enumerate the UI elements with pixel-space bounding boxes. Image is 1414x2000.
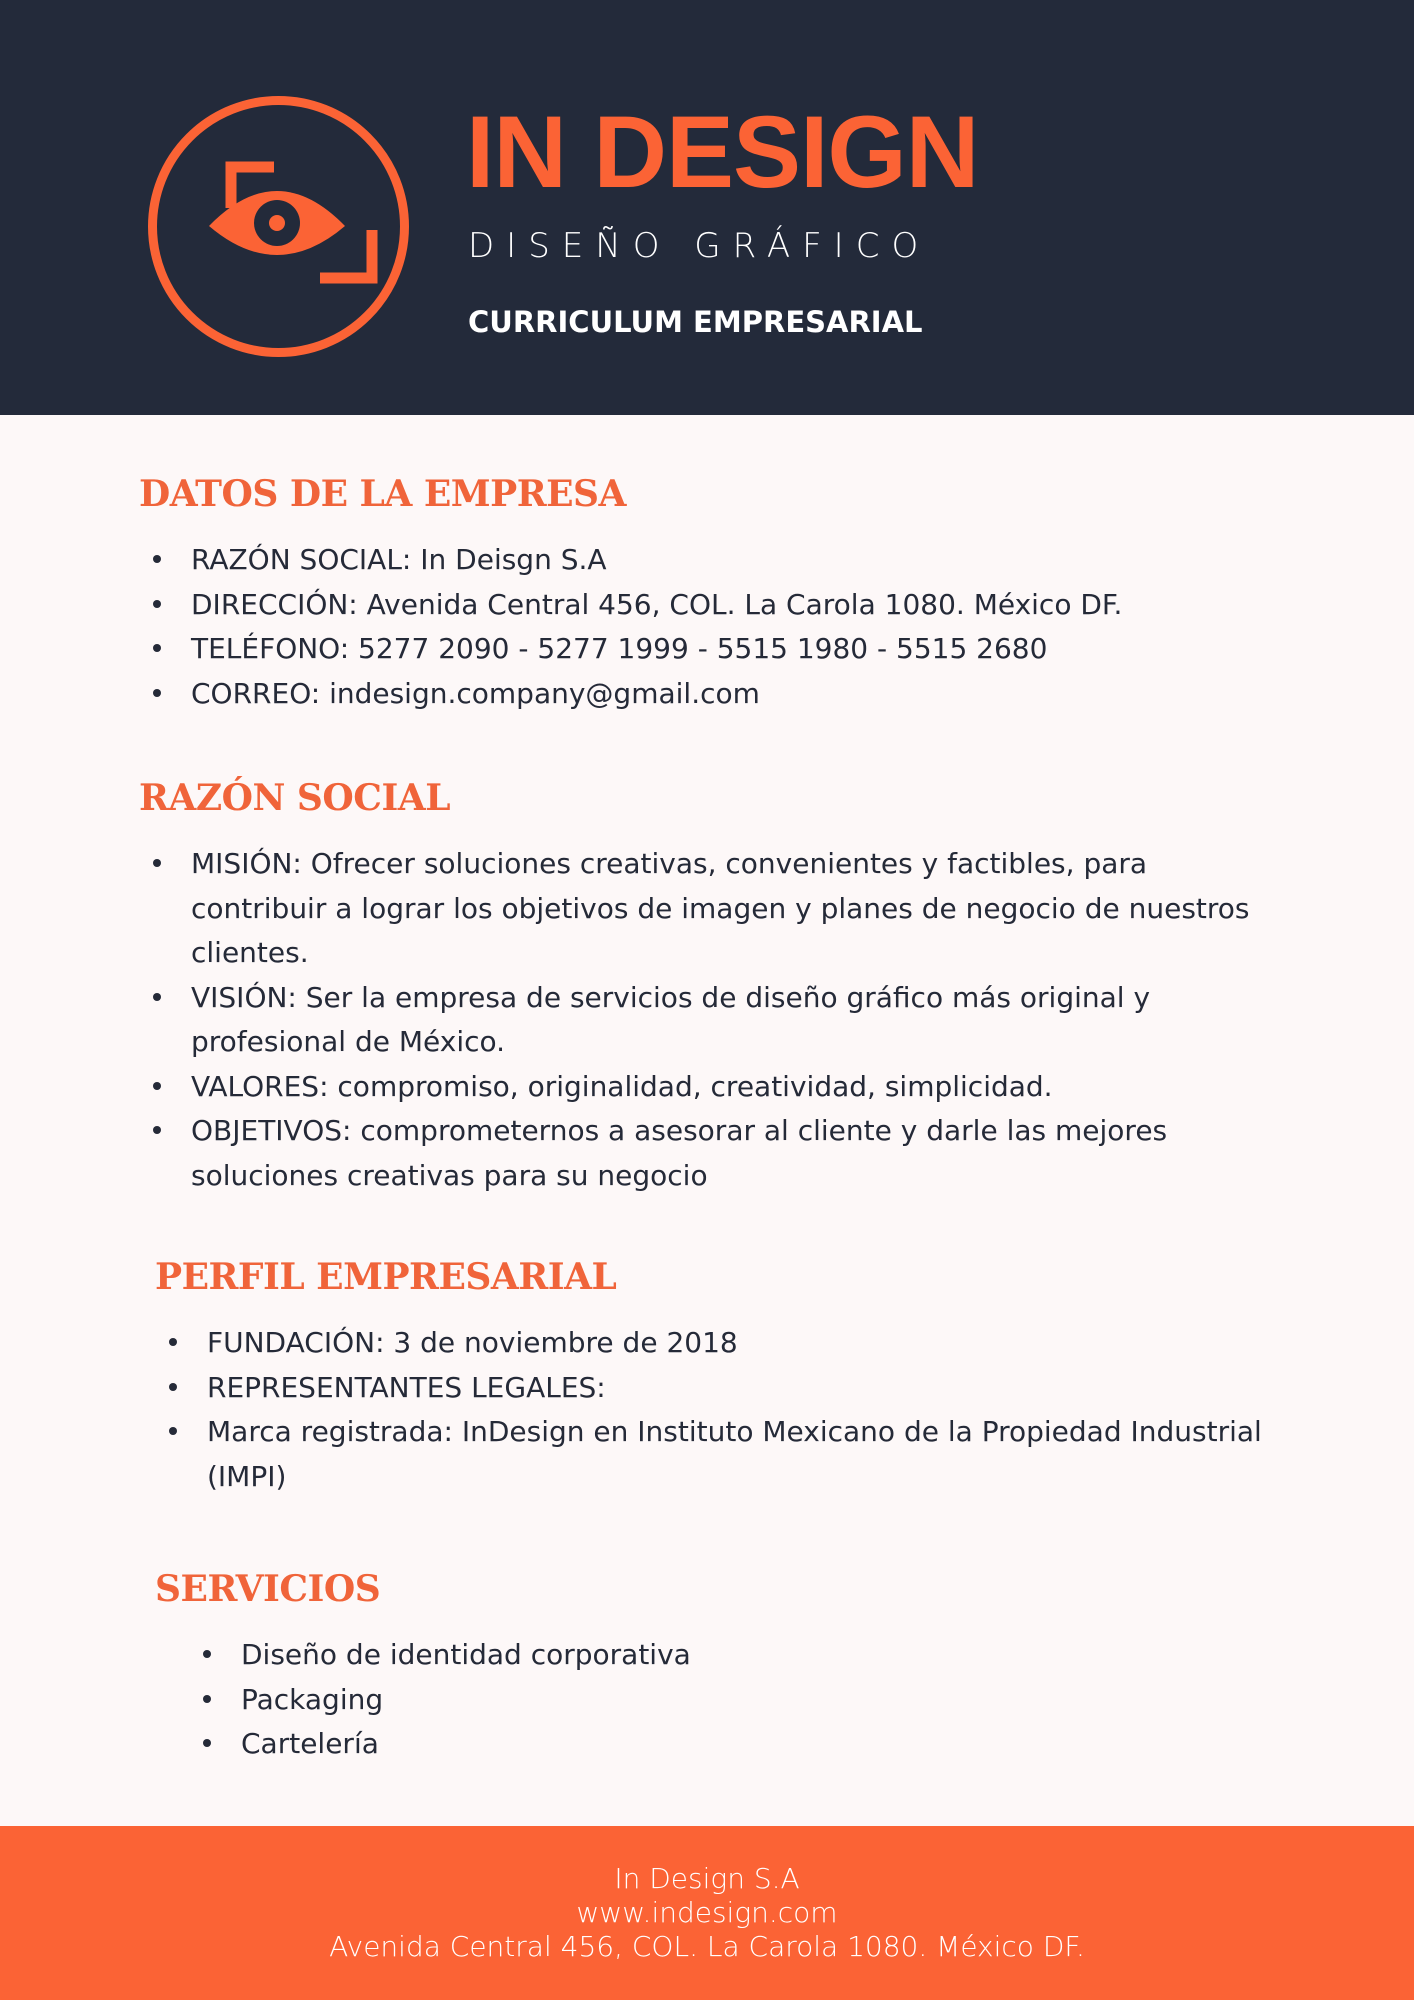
footer-address: Avenida Central 456, COL. La Carola 1080. México DF. xyxy=(329,1930,1085,1963)
list-item xyxy=(155,1410,1275,1499)
brand-title: IN DESIGN xyxy=(466,95,979,209)
list-item xyxy=(155,1366,1275,1411)
list-item-text: OBJETIVOS: comprometernos a asesorar al cliente y darle las mejores soluciones creativas para su negocio xyxy=(191,1114,1168,1192)
bullet-icon xyxy=(153,644,161,652)
footer-company-name: In Design S.A xyxy=(614,1862,800,1895)
header-banner xyxy=(0,0,1414,415)
list-item-text: VISIÓN: Ser la empresa de servicios de diseño gráfico más original y profesional de México. xyxy=(191,980,1151,1058)
list-item xyxy=(189,1678,691,1723)
list-item-text: Marca registrada: InDesign en Instituto Mexicano de la Propiedad Industrial (IMPI) xyxy=(207,1415,1262,1493)
list-item-text: TELÉFONO: 5277 2090 - 5277 1999 - 5515 1980 - 5515 2680 xyxy=(191,632,1048,665)
list-item-text: FUNDACIÓN: 3 de noviembre de 2018 xyxy=(207,1326,738,1359)
list-item xyxy=(139,583,1122,628)
bullet-icon xyxy=(203,1650,211,1658)
business-name-list xyxy=(139,842,1289,1198)
list-item-text: MISIÓN: Ofrecer soluciones creativas, convenientes y factibles, para contribuir a lograr los objetivos de imagen y planes de negocio de nuestros clientes. xyxy=(191,847,1250,969)
list-item-text: CORREO: indesign.company@gmail.com xyxy=(191,676,760,710)
section-title: RAZÓN SOCIAL xyxy=(139,777,451,819)
bullet-icon xyxy=(169,1427,177,1435)
services-list xyxy=(189,1633,691,1767)
footer-contact xyxy=(0,1862,1414,1964)
list-item-text: Packaging xyxy=(241,1682,384,1716)
company-data-list xyxy=(139,538,1122,716)
list-item-text: Cartelería xyxy=(241,1727,379,1760)
bullet-icon xyxy=(203,1695,211,1703)
company-profile-list xyxy=(155,1321,1275,1499)
section-company-profile xyxy=(155,1253,1275,1499)
list-item xyxy=(139,672,1122,717)
bullet-icon xyxy=(203,1739,211,1747)
section-title: SERVICIOS xyxy=(155,1568,381,1610)
bullet-icon xyxy=(153,689,161,697)
section-title: DATOS DE LA EMPRESA xyxy=(139,473,626,515)
bullet-icon xyxy=(169,1383,177,1391)
section-business-name xyxy=(139,774,1289,1198)
list-item xyxy=(139,976,1289,1065)
list-item-text: REPRESENTANTES LEGALES: xyxy=(207,1370,606,1404)
section-company-data xyxy=(139,470,1122,716)
bullet-icon xyxy=(169,1338,177,1346)
bullet-icon xyxy=(153,600,161,608)
list-item xyxy=(139,627,1122,672)
bullet-icon xyxy=(153,859,161,867)
list-item-text: VALORES: compromiso, originalidad, creatividad, simplicidad. xyxy=(191,1069,1053,1103)
section-title: PERFIL EMPRESARIAL xyxy=(155,1256,617,1298)
list-item xyxy=(139,1109,1289,1198)
brand-subtitle: DISEÑO GRÁFICO xyxy=(468,226,931,266)
list-item xyxy=(139,1065,1289,1110)
list-item xyxy=(189,1633,691,1678)
footer xyxy=(0,1826,1414,2000)
list-item-text: Diseño de identidad corporativa xyxy=(241,1638,691,1671)
list-item xyxy=(139,538,1122,583)
bullet-icon xyxy=(153,1082,161,1090)
list-item xyxy=(189,1722,691,1767)
list-item xyxy=(155,1321,1275,1366)
bullet-icon xyxy=(153,1126,161,1134)
bullet-icon xyxy=(153,993,161,1001)
list-item-text: DIRECCIÓN: Avenida Central 456, COL. La Carola 1080. México DF. xyxy=(191,587,1123,621)
section-services xyxy=(155,1565,691,1767)
footer-website-link[interactable]: www.indesign.com xyxy=(576,1896,838,1929)
eye-in-circle-icon xyxy=(146,94,411,359)
document-type-label: CURRICULUM EMPRESARIAL xyxy=(468,305,923,339)
list-item xyxy=(139,842,1289,976)
bullet-icon xyxy=(153,555,161,563)
list-item-text: RAZÓN SOCIAL: In Deisgn S.A xyxy=(191,543,607,576)
